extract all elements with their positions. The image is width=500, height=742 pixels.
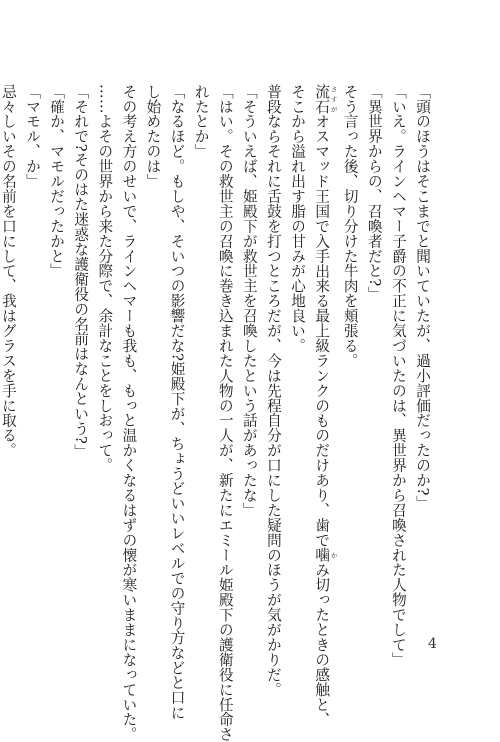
text-line-9: 「はい。その救世主の召喚に巻き込まれた人物の一人が、新たにエミール姫殿下の護衛役に任命さ [216,84,234,742]
text-line-14: ……よその世界から来た分際で、余計なことをしおって。 [96,84,114,473]
body-text [0,84,434,742]
text-line-15: 「それで?そのはた迷惑な護衛役の名前はなんという?」 [72,84,90,460]
text-line-11: 「なるほど。もしや、そいつの影響だな?姫殿下が、ちょうどいいレベルでの守り方などと口に [168,84,186,721]
page-number: 4 [428,636,437,652]
text-line-12: し始めたのは」 [144,84,162,189]
text-line-7: 普段ならそれに舌鼓を打つところだが、今は先程自分が口にした疑問のほうが気がかりだ。 [264,84,282,697]
text-line-10: れたとか」 [192,84,210,159]
ruby-sasuga: 流石 さすが [313,84,338,114]
text-line-2: 「いえ。ラインヘマー子爵の不正に気づいたのは、異世界から召喚された人物でして」 [389,84,407,668]
text-line-4: そう言った後、切り分けた牛肉を頬張る。 [341,84,359,369]
ruby-ka: 噛 か [313,547,338,563]
text-line-6: そこから溢れ出す脂の甘みが心地良い。 [289,84,307,354]
text-line-16: 「確か、マモルだったかと」 [48,84,66,279]
text-line-8: 「そういえば、姫殿下が救世主を召喚したという話があったな」 [240,84,258,518]
text-line-17: 「マモル、か」 [24,84,41,189]
text-line-18: 忌々しいその名前を口にして、我はグラスを手に取る。 [0,84,17,458]
text-line-13: その考え方のせいで、ラインヘマーも我も、もっと温かくなるはずの懐が寒いままになっていた。 [120,84,138,742]
text-line-5: 流石 さすがオスマッド王国で入手出来る最上級ランクのものだけあり、歯で噛 かみ切ったときの感触と、 [313,84,338,727]
text-line-3: 「異世界からの、召喚者だと?」 [365,84,383,302]
text-line-1: 「頭のほうはそこまでと聞いていたが、過小評価だったのか?」 [414,84,431,511]
